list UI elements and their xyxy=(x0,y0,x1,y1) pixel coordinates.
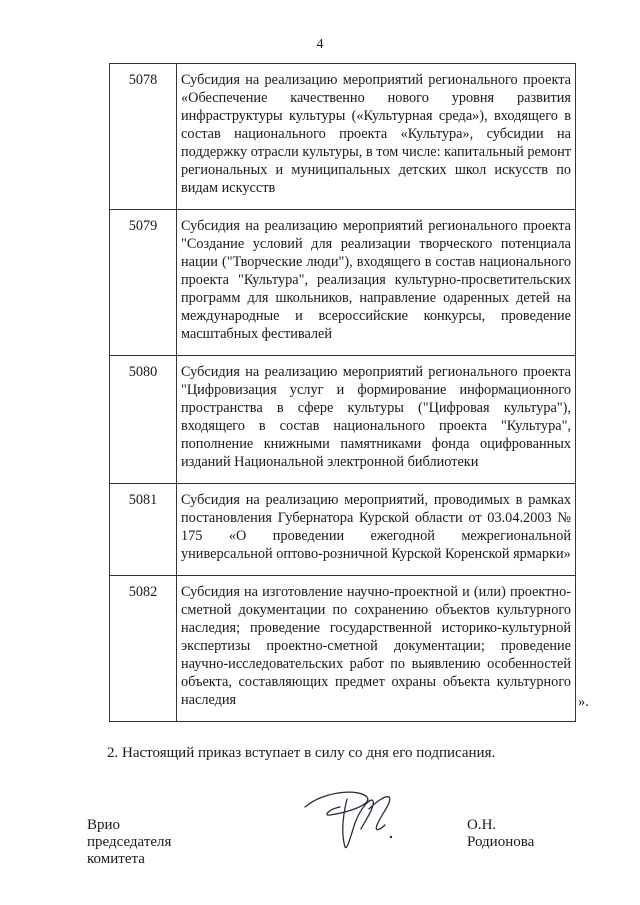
page-number: 4 xyxy=(316,37,324,52)
table-row xyxy=(110,484,576,576)
signatory-position: Врио председателя комитета xyxy=(87,817,172,867)
table-row xyxy=(110,356,576,484)
table-row xyxy=(110,64,576,210)
description-cell: Субсидия на реализацию мероприятий, проводимых в рамках постановления Губернатора Курской области от 03.04.2003 № 175 «О проведении ежегодной межрегиональной универсальной оптово-розничной Курской Коренской ярмарки» xyxy=(177,484,576,576)
code-cell: 5082 xyxy=(110,576,177,722)
signatory-name: О.Н. Родионова xyxy=(467,817,535,850)
budget-codes-table xyxy=(109,63,576,722)
closing-quote-mark: ». xyxy=(578,694,589,710)
description-cell: Субсидия на реализацию мероприятий регионального проекта "Создание условий для реализации творческого потенциала нации ("Творческие люди"), входящего в состав национального проекта "Культура", реализация культурно-просветительских программ для школьников, направление одаренных детей на международные и всероссийские конкурсы, проведение масштабных фестивалей xyxy=(177,210,576,356)
table-row xyxy=(110,210,576,356)
table-row xyxy=(110,576,576,722)
effective-date-clause: 2. Настоящий приказ вступает в силу со дня его подписания. xyxy=(107,745,496,761)
description-cell: Субсидия на реализацию мероприятий регионального проекта «Обеспечение качественно нового уровня развития инфраструктуры культуры («Культурная среда»), входящего в состав национального проекта «Культура», субсидии на поддержку отрасли культуры, в том числе: капитальный ремонт региональных и муниципальных детских школ искусств по видам искусств xyxy=(177,64,576,210)
description-cell: Субсидия на изготовление научно-проектной и (или) проектно-сметной документации по сохранению объектов культурного наследия; проведение государственной историко-культурной экспертизы проектно-сметной документации; проведение научно-исследовательских работ по выявлению особенностей объекта, составляющих предмет охраны объекта культурного наследия xyxy=(177,576,576,722)
code-cell: 5080 xyxy=(110,356,177,484)
code-cell: 5081 xyxy=(110,484,177,576)
handwritten-signature xyxy=(285,785,405,855)
code-cell: 5079 xyxy=(110,210,177,356)
description-cell: Субсидия на реализацию мероприятий регионального проекта "Цифровизация услуг и формирование информационного пространства в сфере культуры ("Цифровая культура"), входящего в состав национального проекта "Культура", пополнение книжными памятниками фонда оцифрованных изданий Национальной электронной библиотеки xyxy=(177,356,576,484)
code-cell: 5078 xyxy=(110,64,177,210)
